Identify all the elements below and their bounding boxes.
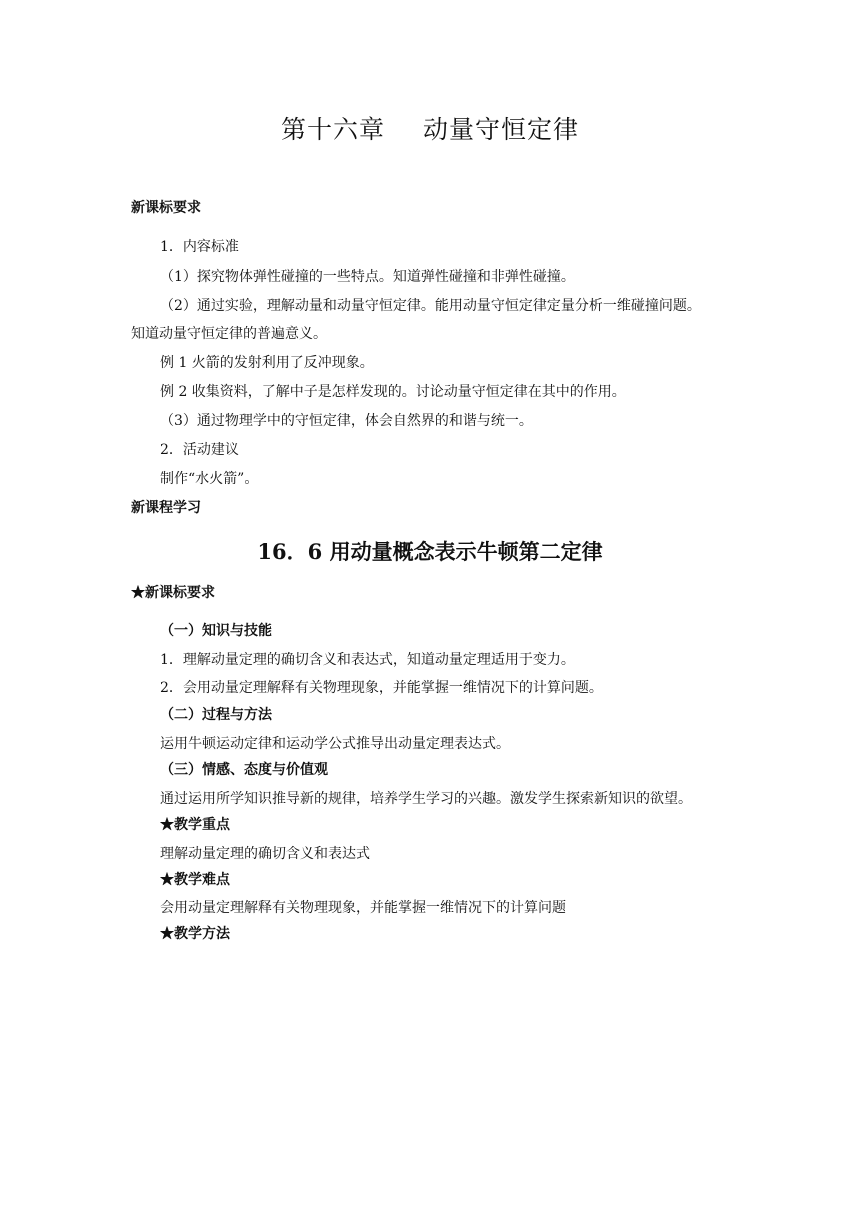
example-1: 例 1 火箭的发射利用了反冲现象。 [160, 355, 374, 371]
process-heading: （二）过程与方法 [160, 707, 272, 723]
difficulty-text: 会用动量定理解释有关物理现象，并能掌握一维情况下的计算问题 [160, 900, 566, 916]
difficulty-heading: ★教学难点 [160, 872, 230, 888]
activity-label: 2．活动建议 [160, 442, 239, 458]
course-heading: 新课程学习 [131, 500, 201, 516]
knowledge-heading: （一）知识与技能 [160, 623, 272, 639]
content-standard-label: 1．内容标准 [160, 239, 239, 255]
teaching-method-heading: ★教学方法 [160, 926, 230, 942]
standard-item-2-line2: 知道动量守恒定律的普遍意义。 [131, 326, 327, 342]
standard-item-3: （3）通过物理学中的守恒定律，体会自然界的和谐与统一。 [160, 413, 533, 429]
chapter-name: 动量守恒定律 [423, 115, 580, 144]
chapter-number: 第十六章 [280, 115, 385, 144]
key-points-heading: ★教学重点 [160, 817, 230, 833]
section-title: 16．6 用动量概念表示牛顿第二定律 [257, 539, 603, 564]
curriculum-heading: 新课标要求 [131, 200, 201, 216]
knowledge-item-1: 1．理解动量定理的确切含义和表达式，知道动量定理适用于变力。 [160, 652, 575, 668]
chapter-title [0, 110, 860, 146]
process-text: 运用牛顿运动定律和运动学公式推导出动量定理表达式。 [160, 736, 510, 752]
emotion-text: 通过运用所学知识推导新的规律，培养学生学习的兴趣。激发学生探索新知识的欲望。 [160, 791, 692, 807]
key-points-text: 理解动量定理的确切含义和表达式 [160, 846, 370, 862]
standard-item-1: （1）探究物体弹性碰撞的一些特点。知道弹性碰撞和非弹性碰撞。 [160, 269, 575, 285]
activity-text: 制作“水火箭”。 [160, 471, 259, 487]
standard-item-2-line1: （2）通过实验，理解动量和动量守恒定律。能用动量守恒定律定量分析一维碰撞问题。 [160, 298, 701, 314]
section-requirements-heading: ★新课标要求 [131, 585, 215, 601]
example-2: 例 2 收集资料，了解中子是怎样发现的。讨论动量守恒定律在其中的作用。 [160, 384, 626, 400]
emotion-heading: （三）情感、态度与价值观 [160, 762, 328, 778]
knowledge-item-2: 2．会用动量定理解释有关物理现象，并能掌握一维情况下的计算问题。 [160, 680, 603, 696]
